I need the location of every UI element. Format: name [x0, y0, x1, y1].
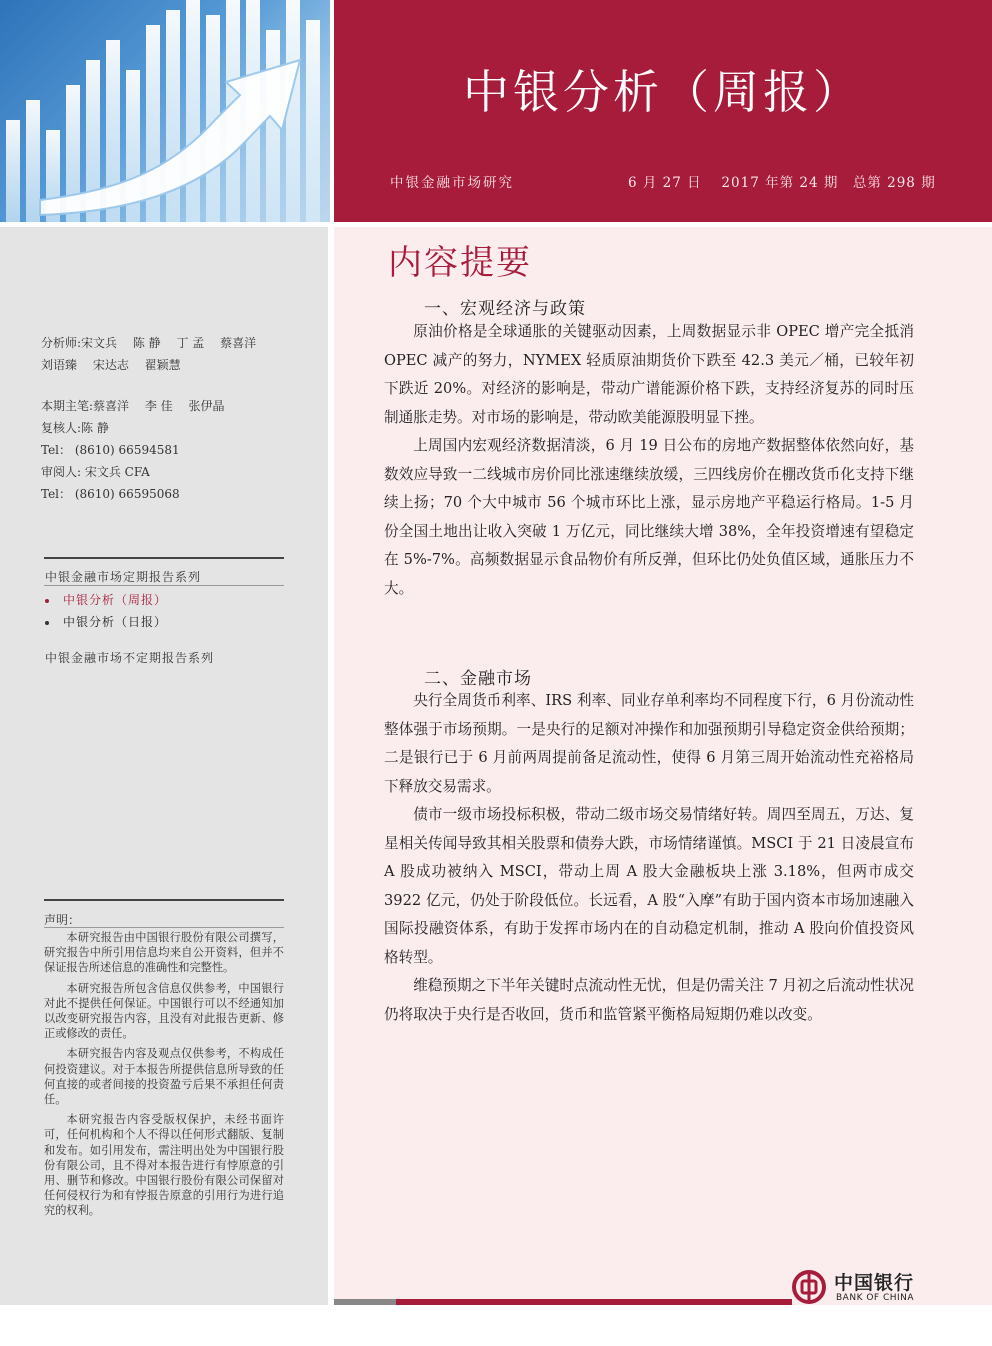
analysts-line: 刘语臻 宋达志 翟颖慧: [41, 358, 181, 372]
paragraph: 原油价格是全球通胀的关键驱动因素，上周数据显示非 OPEC 增产完全抵消 OPEC 减产的努力，NYMEX 轻质原油期货价下跌至 42.3 美元／桶，已较年初下跌近 20%。对经济的影响是，带动广谱能源价格下跌，支持经济复苏的同时压制通胀走势。对市场的影响是，带动欧美能源股明显下挫。: [384, 323, 914, 426]
bullet-icon: [45, 599, 49, 603]
report-title: 中银分析（周报）: [463, 65, 863, 119]
section-heading-market: 二、金融市场: [424, 669, 532, 689]
phone-1: Tel： (8610) 66594581: [41, 443, 180, 457]
paragraph: 债市一级市场投标积极，带动二级市场交易情绪好转。周四至周五，万达、复星相关传闻导致其相关股票和债券大跌，市场情绪谨慎。MSCI 于 21 日凌晨宣布 A 股成功被纳入 MSCI，带动上周 A 股大金融板块上涨 3.18%，但两市成交 3922 亿元，仍处于阶段低位。长远看，A 股“入摩”有助于国内资本市场加速融入国际投融资体系，有助于发挥市场内在的自动稳定机制，推动 A 股向价值投资风格转型。: [384, 806, 914, 966]
boc-emblem-icon: [792, 1270, 826, 1304]
divider: [44, 927, 284, 928]
disclaimer-paragraph: 本研究报告内容受版权保护，未经书面许可，任何机构和个人不得以任何形式翻版、复制和发布。如引用发布，需注明出处为中国银行股份有限公司，且不得对本报告进行有悖原意的引用、删节和修改。中国银行股份有限公司保留对任何侵权行为和有悖报告原意的引用行为进行追究的权利。: [44, 1113, 284, 1218]
section-body-macro: [384, 318, 914, 603]
disclaimer: [44, 930, 284, 1224]
cover-image-rising-chart: [0, 0, 330, 222]
paragraph: 维稳预期之下半年关键时点流动性无忧，但是仍需关注 7 月初之后流动性状况仍将取决于央行是否收回，货币和监管紧平衡格局短期仍难以改变。: [384, 977, 914, 1023]
disclaimer-paragraph: 本研究报告内容及观点仅供参考，不构成任何投资建议。对于本报告所提供信息所导致的任何直接的或者间接的投资盈亏后果不承担任何责任。: [44, 1047, 284, 1107]
analysts: [41, 332, 291, 376]
issue-date: 6 月 27 日 2017 年第 24 期 总第 298 期: [628, 175, 936, 191]
regular-series-list: [45, 589, 167, 633]
research-unit: 中银金融市场研究: [390, 175, 514, 191]
footer-bar: [334, 1299, 396, 1305]
approver: 审阅人: 宋文兵 CFA: [41, 465, 150, 479]
paragraph: 上周国内宏观经济数据清淡，6 月 19 日公布的房地产数据整体依然向好，基数效应导致一二线城市房价同比涨速继续放缓，三四线房价在棚改货币化支持下继续上扬；70 个大中城市 56 个城市环比上涨，显示房地产平稳运行格局。1-5 月份全国土地出让收入突破 1 万亿元，同比继续大增 38%，全年投资增速有望稳定在 5%-7%。高频数据显示食品物价有所反弹，但环比仍处负值区域，通胀压力不大。: [384, 437, 914, 597]
divider: [44, 557, 284, 559]
editor: 本期主笔:蔡喜洋 李 佳 张伊晶: [41, 399, 225, 413]
bank-of-china-logo: [792, 1268, 992, 1308]
main-content: [334, 227, 992, 1305]
analysts-line: 分析师:宋文兵 陈 静 丁 孟 蔡喜洋: [41, 336, 257, 350]
bank-name-en: BANK OF CHINA: [836, 1293, 915, 1303]
series-item-label: 中银分析（周报）: [63, 593, 168, 607]
contacts: [41, 395, 291, 505]
footer-bar: [396, 1299, 792, 1305]
series-item-weekly[interactable]: [45, 589, 167, 611]
summary-title: 内容提要: [388, 243, 532, 283]
series-item-daily[interactable]: [45, 611, 167, 633]
left-sidebar: [0, 227, 328, 1305]
irregular-series-title: 中银金融市场不定期报告系列: [45, 651, 215, 665]
series-item-label: 中银分析（日报）: [63, 615, 168, 629]
paragraph: 央行全周货币利率、IRS 利率、同业存单利率均不同程度下行，6 月份流动性整体强于市场预期。一是央行的足额对冲操作和加强预期引导稳定资金供给预期；二是银行已于 6 月前两周提前备足流动性，使得 6 月第三周开始流动性充裕格局下释放交易需求。: [384, 692, 914, 795]
phone-2: Tel： (8610) 66595068: [41, 487, 180, 501]
reviewer: 复核人:陈 静: [41, 421, 109, 435]
header-band: [334, 0, 992, 222]
disclaimer-paragraph: 本研究报告所包含信息仅供参考，中国银行对此不提供任何保证。中国银行可以不经通知加以改变研究报告内容，且没有对此报告更新、修正或修改的责任。: [44, 981, 284, 1041]
section-body-market: [384, 687, 914, 1029]
bank-name-cn: 中国银行: [834, 1272, 915, 1294]
disclaimer-paragraph: 本研究报告由中国银行股份有限公司撰写，研究报告中所引用信息均来自公开资料，但并不保证报告所述信息的准确性和完整性。: [44, 931, 284, 975]
divider: [44, 899, 284, 901]
section-heading-macro: 一、宏观经济与政策: [424, 299, 586, 319]
divider: [44, 585, 284, 586]
bullet-icon: [45, 621, 49, 625]
disclaimer-title: 声明：: [44, 913, 81, 927]
regular-series-title: 中银金融市场定期报告系列: [45, 570, 202, 584]
